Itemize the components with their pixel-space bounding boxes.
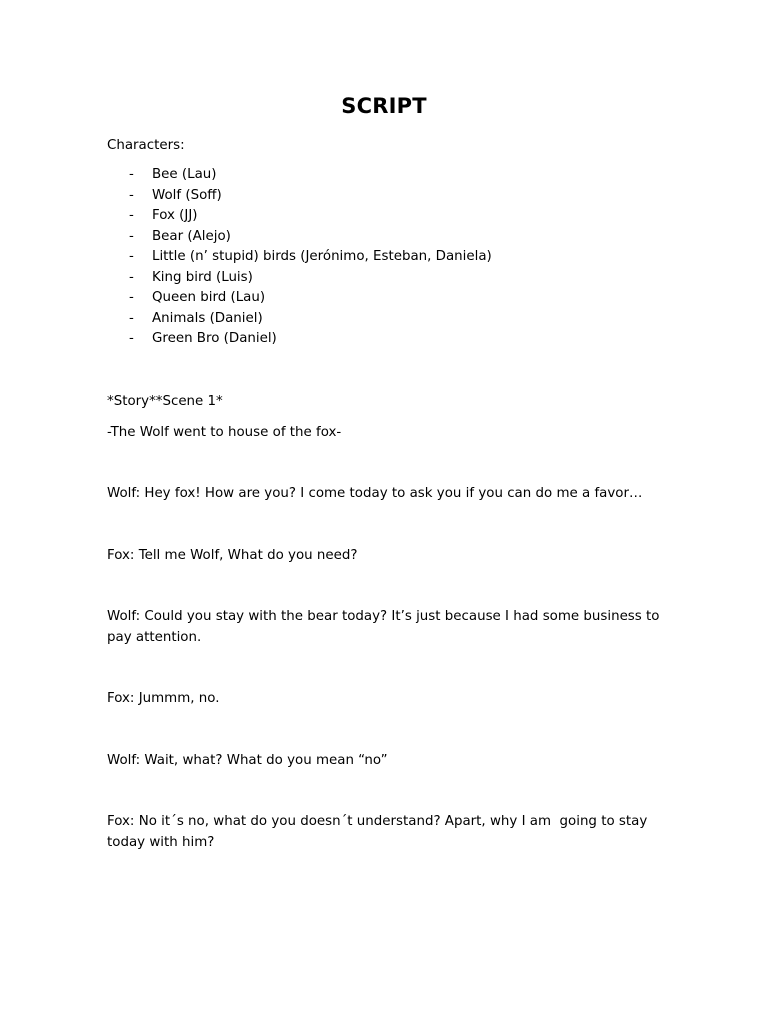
dialogue-line: Fox: Tell me Wolf, What do you need? [107,548,358,563]
character-name: Fox (JJ) [152,208,198,223]
list-bullet: - [129,167,134,182]
character-name: King bird (Luis) [152,269,253,285]
list-item [107,165,492,186]
character-name: Green Bro (Daniel) [152,331,277,346]
page-title: SCRIPT [341,94,427,118]
character-name: Bee (Lau) [152,167,217,182]
list-item [107,227,492,248]
list-bullet: - [129,187,134,203]
list-item [107,186,492,207]
dialogue-line: Wolf: Could you stay with the bear today? It’s just because I had some business to pay attention. [107,609,664,645]
list-item [107,288,492,309]
character-name: Little (n’ stupid) birds (Jerónimo, Esteban, Daniela) [152,249,492,264]
character-name: Bear (Alejo) [152,228,231,244]
list-bullet: - [129,208,134,223]
dialogue-line: Fox: Jummm, no. [107,691,220,706]
character-name: Queen bird (Lau) [152,290,266,305]
character-name: Animals (Daniel) [152,310,263,326]
list-item [107,206,492,227]
list-bullet: - [129,310,134,326]
list-item [107,268,492,289]
stage-direction: -The Wolf went to house of the fox- [107,425,342,440]
list-item [107,329,492,350]
character-name: Wolf (Soff) [152,187,222,203]
list-bullet: - [129,249,134,264]
characters-list [107,165,492,350]
story-heading: *Story**Scene 1* [107,394,223,409]
list-item [107,247,492,268]
list-item [107,309,492,330]
characters-heading: Characters: [107,138,185,153]
dialogue-line: Fox: No it´s no, what do you doesn´t understand? Apart, why I am going to stay today with him? [107,814,652,850]
dialogue-line: Wolf: Wait, what? What do you mean “no” [107,753,388,768]
list-bullet: - [129,228,134,244]
list-bullet: - [129,269,134,285]
list-bullet: - [129,290,134,305]
dialogue-line: Wolf: Hey fox! How are you? I come today to ask you if you can do me a favor… [107,486,643,501]
list-bullet: - [129,331,134,346]
